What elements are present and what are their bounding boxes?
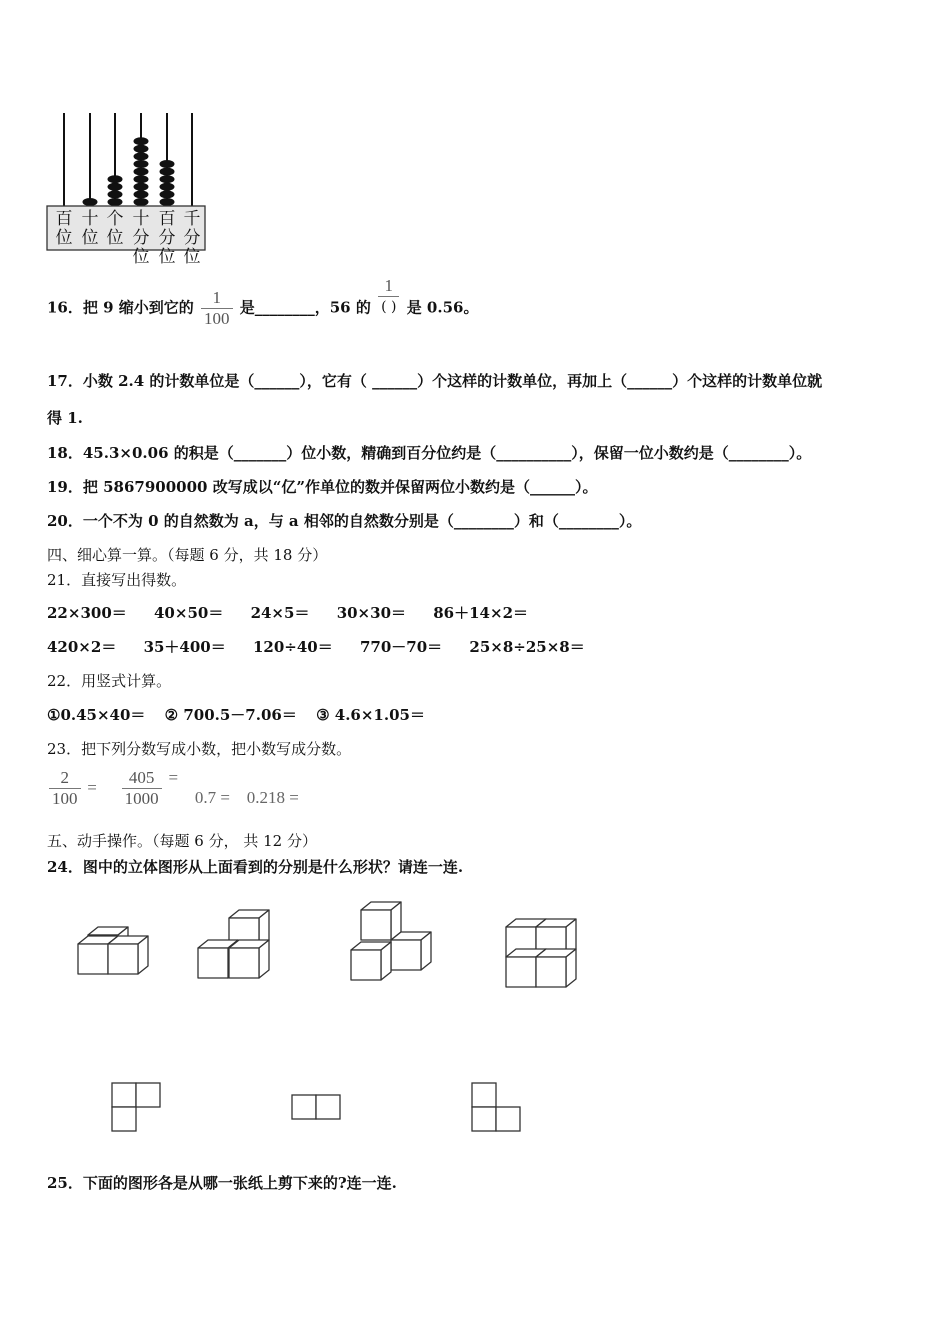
- q23-fraction-2: [122, 768, 162, 809]
- abacus-label-char: 位: [158, 247, 176, 267]
- cube: [108, 936, 148, 974]
- abacus-label-char: 千: [183, 209, 201, 229]
- question-17-line-1: 17．小数 2.4 的计数单位是（______），它有（ ______）个这样的计数单位，再加上（______）个这样的计数单位就: [47, 372, 823, 390]
- solid-1: [78, 927, 148, 974]
- cube: [361, 902, 401, 940]
- cube: [536, 949, 576, 987]
- q21-expr: 86＋14×2＝: [433, 604, 529, 622]
- abacus-label-char: 分: [158, 228, 176, 248]
- abacus-label-char: 分: [132, 228, 150, 248]
- abacus-bead: [108, 175, 123, 183]
- abacus-rods: [64, 113, 192, 206]
- question-21-title: 21．直接写出得数。: [47, 571, 187, 589]
- abacus-bead: [134, 168, 149, 176]
- abacus-label-char: 个: [106, 209, 124, 229]
- q21-expr: 22×300＝: [47, 604, 127, 622]
- top-view-1: [112, 1083, 160, 1131]
- abacus-label-char: 百: [158, 209, 176, 229]
- solid-3: [351, 902, 431, 980]
- abacus-label-char: 位: [183, 247, 201, 267]
- q21-expr: 30×30＝: [336, 604, 407, 622]
- q23-decimal-2: 0.218 =: [246, 787, 299, 807]
- abacus-label-char: 百: [55, 209, 73, 229]
- question-23-title: 23．把下列分数写成小数，把小数写成分数。: [47, 740, 352, 758]
- abacus-bead: [160, 198, 175, 206]
- q23-fraction-1: [49, 768, 81, 809]
- abacus-bead: [108, 190, 123, 198]
- top-view-3: [472, 1083, 520, 1131]
- q22-item: ③ 4.6×1.05＝: [316, 706, 425, 724]
- question-20: 20．一个不为 0 的自然数为 a，与 a 相邻的自然数分别是（________）和（________）。: [47, 512, 642, 530]
- q16-frac1-denominator: 100: [204, 309, 230, 328]
- q23-decimal-1: 0.7 =: [194, 787, 230, 807]
- q23-equals-2: =: [168, 767, 179, 787]
- q23-frac2-denominator: 1000: [124, 789, 159, 808]
- top-view-figures: [0, 1075, 950, 1140]
- q16-suffix: 是 0.56。: [406, 298, 479, 317]
- abacus-bead: [134, 137, 149, 145]
- q16-fraction-2: [378, 276, 399, 317]
- abacus-label-char: 位: [106, 228, 124, 248]
- q16-prefix: 16．把 9 缩小到它的: [47, 298, 194, 317]
- q22-item: ② 700.5－7.06＝: [164, 706, 297, 724]
- q23-frac2-numerator: 405: [122, 768, 162, 789]
- q21-expr: 24×5＝: [250, 604, 310, 622]
- q21-row-1: [47, 602, 550, 623]
- abacus-bead: [134, 190, 149, 198]
- section-4-heading: 四、细心算一算。（每题 6 分，共 18 分）: [47, 546, 328, 564]
- abacus-bead: [108, 183, 123, 191]
- abacus-bead: [134, 145, 149, 153]
- abacus-bead: [134, 198, 149, 206]
- abacus-label-char: 位: [132, 247, 150, 267]
- abacus-bead: [83, 198, 98, 206]
- q23-frac1-denominator: 100: [52, 789, 78, 808]
- abacus-bead: [134, 183, 149, 191]
- q23-equals-1: =: [87, 777, 97, 797]
- solid-2: [198, 910, 269, 978]
- q21-expr: 35＋400＝: [143, 638, 226, 656]
- question-17-line-2: 得 1.: [47, 409, 83, 427]
- q16-mid: 是________，56 的: [239, 298, 371, 317]
- abacus-label-char: 十: [81, 209, 99, 229]
- q23-frac1-numerator: 2: [49, 768, 81, 789]
- solid-figures: [0, 890, 950, 1000]
- q21-expr: 40×50＝: [154, 604, 224, 622]
- q23-items: [47, 768, 299, 809]
- top-view-2: [292, 1095, 340, 1119]
- question-22-title: 22．用竖式计算。: [47, 672, 172, 690]
- q21-row-2: [47, 636, 607, 657]
- question-18: 18．45.3×0.06 的积是（_______）位小数，精确到百分位约是（__________），保留一位小数约是（________）。: [47, 444, 812, 462]
- q21-expr: 420×2＝: [47, 638, 117, 656]
- q22-items: [47, 704, 447, 725]
- q16-frac2-numerator: 1: [378, 276, 399, 297]
- q22-item: ①0.45×40＝: [47, 706, 146, 724]
- abacus-bead: [160, 183, 175, 191]
- question-19: 19．把 5867900000 改写成以“亿”作单位的数并保留两位小数约是（______）。: [47, 478, 598, 496]
- abacus-label-char: 分: [183, 228, 201, 248]
- abacus-bead: [134, 175, 149, 183]
- abacus-label-char: 位: [55, 228, 73, 248]
- q21-expr: 25×8÷25×8＝: [469, 638, 585, 656]
- abacus-bead: [134, 160, 149, 168]
- section-5-heading: 五、动手操作。（每题 6 分， 共 12 分）: [47, 832, 317, 850]
- abacus-label-char: 位: [81, 228, 99, 248]
- question-24: 24．图中的立体图形从上面看到的分别是什么形状？请连一连.: [47, 858, 464, 876]
- q16-fraction-1: [201, 288, 233, 329]
- question-25: 25．下面的图形各是从哪一张纸上剪下来的?连一连.: [47, 1174, 397, 1192]
- question-16: [47, 276, 479, 329]
- abacus-bead: [134, 152, 149, 160]
- q21-expr: 120÷40＝: [252, 638, 333, 656]
- abacus-figure: [40, 108, 220, 268]
- abacus-bead: [160, 175, 175, 183]
- cube: [351, 942, 391, 980]
- q21-expr: 770－70＝: [359, 638, 443, 656]
- cube: [391, 932, 431, 970]
- solid-4: [506, 919, 576, 987]
- q16-frac2-denominator: ( ): [381, 299, 397, 315]
- abacus-bead: [108, 198, 123, 206]
- abacus-bead: [160, 190, 175, 198]
- abacus-bead: [160, 160, 175, 168]
- cube: [229, 940, 269, 978]
- abacus-label-char: 十: [132, 209, 150, 229]
- abacus-bead: [160, 168, 175, 176]
- q16-frac1-numerator: 1: [201, 288, 233, 309]
